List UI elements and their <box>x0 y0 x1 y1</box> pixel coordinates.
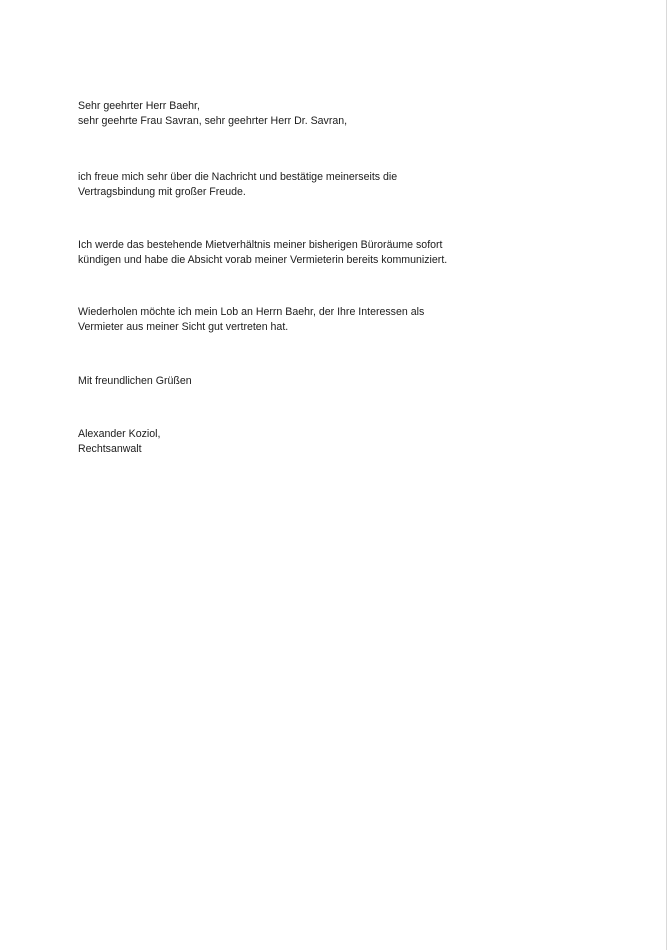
closing-text: Mit freundlichen Grüßen <box>78 375 192 387</box>
paragraph-line: Wiederholen möchte ich mein Lob an Herrn Baehr, der Ihre Interessen als <box>78 306 425 318</box>
salutation-line-2: sehr geehrte Frau Savran, sehr geehrter Herr Dr. Savran, <box>78 115 348 127</box>
paragraph-praise <box>78 305 498 335</box>
signature-name: Alexander Koziol, <box>78 428 161 440</box>
paragraph-line: ich freue mich sehr über die Nachricht und bestätige meinerseits die <box>78 171 398 183</box>
salutation-line-1: Sehr geehrter Herr Baehr, <box>78 100 200 112</box>
paragraph-line: Ich werde das bestehende Mietverhältnis meiner bisherigen Büroräume sofort <box>78 239 443 251</box>
signature-title: Rechtsanwalt <box>78 443 142 455</box>
closing <box>78 374 498 389</box>
paragraph-confirmation <box>78 170 498 200</box>
salutation <box>78 99 498 129</box>
signature-block <box>78 427 498 457</box>
paragraph-line: Vertragsbindung mit großer Freude. <box>78 186 246 198</box>
paragraph-line: kündigen und habe die Absicht vorab meiner Vermieterin bereits kommuniziert. <box>78 254 448 266</box>
paragraph-termination <box>78 238 498 268</box>
page-edge-divider <box>666 0 667 950</box>
paragraph-line: Vermieter aus meiner Sicht gut vertreten hat. <box>78 321 289 333</box>
